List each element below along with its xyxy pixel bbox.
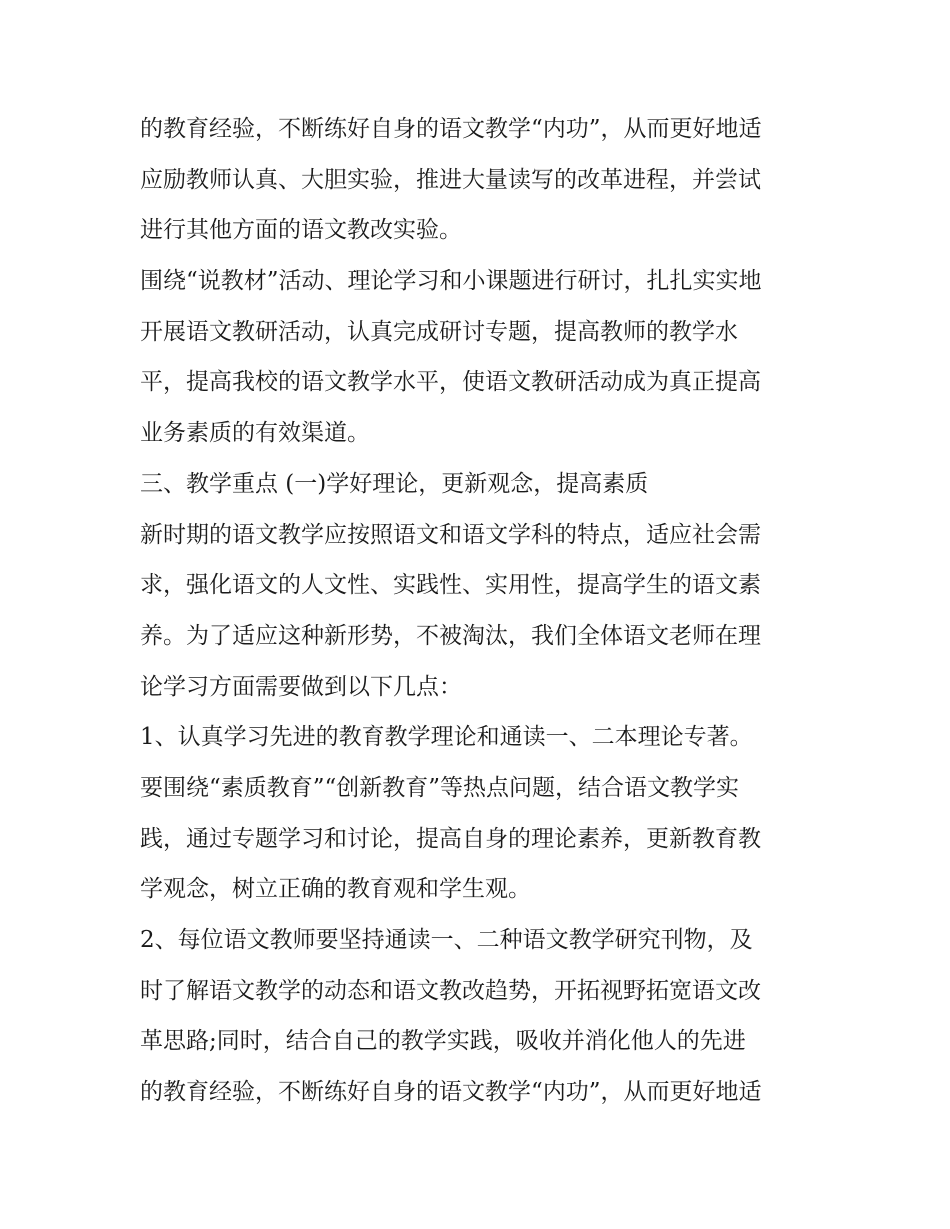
text-line: 应励教师认真、大胆实验，推进大量读写的改革进程，并尝试 [140,166,761,193]
text-line: 论学习方面需要做到以下几点： [140,673,462,700]
text-line: 平，提高我校的语文教学水平，使语文教研活动成为真正提高 [140,369,761,396]
text-line: 践，通过专题学习和讨论，提高自身的理论素养，更新教育教 [140,825,761,852]
text-line: 进行其他方面的语文教改实验。 [140,217,462,244]
text-line: 要围绕“素质教育”“创新教育”等热点问题，结合语文教学实 [140,774,740,801]
document-body [140,104,820,1118]
text-line: 的教育经验，不断练好自身的语文教学“内功”，从而更好地适 [140,1079,762,1106]
text-line: 围绕“说教材”活动、理论学习和小课题进行研讨，扎扎实实地 [140,268,762,295]
text-line: 的教育经验，不断练好自身的语文教学“内功”，从而更好地适 [140,116,762,142]
text-line: 新时期的语文教学应按照语文和语文学科的特点，适应社会需 [140,521,761,548]
text-line: 革思路;同时，结合自己的教学实践，吸收并消化他人的先进 [140,1028,746,1055]
text-line: 学观念，树立正确的教育观和学生观。 [140,876,531,903]
section-heading: 三、教学重点 (一)学好理论，更新观念，提高素质 [140,470,649,497]
text-line: 开展语文教研活动，认真完成研讨专题，提高教师的教学水 [140,318,738,345]
text-line: 养。为了适应这种新形势，不被淘汰，我们全体语文老师在理 [140,622,761,649]
text-line: 时了解语文教学的动态和语文教改趋势，开拓视野拓宽语文改 [140,977,761,1004]
list-item-1: 1、认真学习先进的教育教学理论和通读一、二本理论专著。 [140,724,753,751]
text-line: 业务素质的有效渠道。 [140,420,370,447]
text-line: 求，强化语文的人文性、实践性、实用性，提高学生的语文素 [140,572,761,599]
list-item-2: 2、每位语文教师要坚持通读一、二种语文教学研究刊物，及 [140,927,753,953]
